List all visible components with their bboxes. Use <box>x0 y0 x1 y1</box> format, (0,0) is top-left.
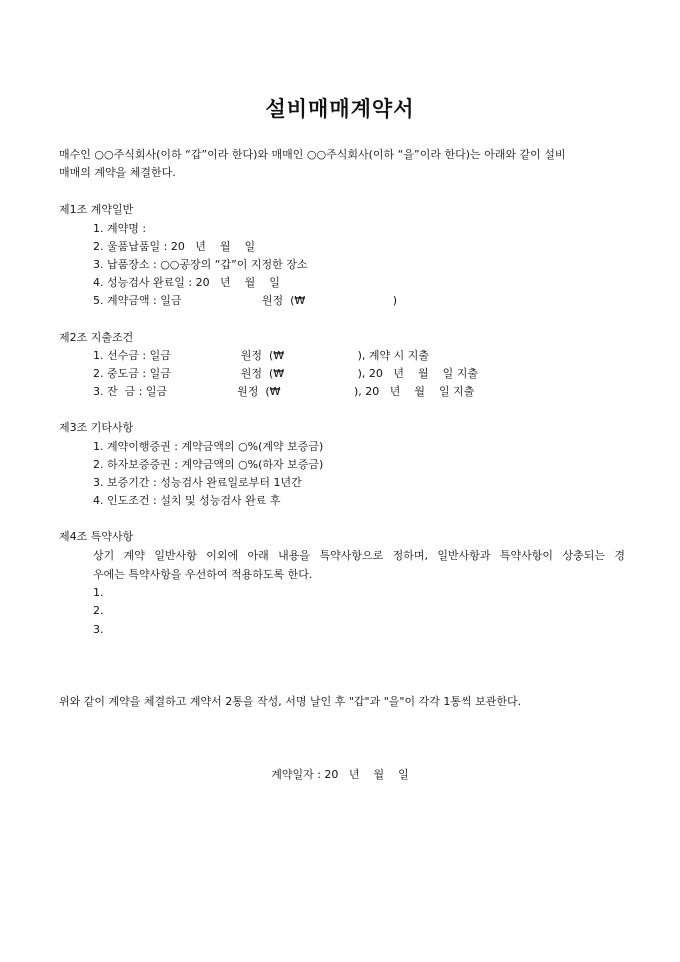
intro-line-1: 매수인 ○○주식회사(이하 “갑”이라 한다)와 매매인 ○○주식회사(이하 “을”이라 한다)는 아래와 같이 설비 <box>59 148 566 161</box>
closing-statement: 위와 같이 계약을 체결하고 계약서 2통을 작성, 서명 날인 후 "갑"과 "을"이 각각 1통씩 보관한다. <box>59 695 522 708</box>
contract-date: 계약일자 : 20 년 월 일 <box>271 768 409 781</box>
article-1-item: 4. 성능검사 완료일 : 20 년 월 일 <box>93 276 280 289</box>
article-3-item: 3. 보증기간 : 성능검사 완료일로부터 1년간 <box>93 476 302 489</box>
article-4-item: 3. <box>93 623 104 636</box>
article-1-item: 1. 계약명 : <box>93 222 147 235</box>
article-2-item: 3. 잔 금 : 일금 원정 (₩ ), 20 년 월 일 지출 <box>93 385 475 398</box>
article-4-body-line-1: 상기 계약 일반사항 이외에 아래 내용을 특약사항으로 정하며, 일반사항과 특약사항이 상충되는 경 <box>93 549 625 562</box>
article-4-item: 1. <box>93 586 104 599</box>
article-3-item: 4. 인도조건 : 설치 및 성능검사 완료 후 <box>93 494 281 507</box>
article-4-item: 2. <box>93 604 104 617</box>
article-1-item: 2. 울품납품일 : 20 년 월 일 <box>93 240 256 253</box>
article-1-heading: 제1조 계약일반 <box>59 203 134 216</box>
article-2-heading: 제2조 지출조건 <box>59 331 134 344</box>
intro-line-2: 매매의 계약을 체결한다. <box>59 166 176 179</box>
article-4-body-line-2: 우에는 특약사항을 우선하여 적용하도록 한다. <box>93 568 313 581</box>
document-title: 설비매매계약서 <box>265 97 415 121</box>
article-2-item: 2. 중도금 : 일금 원정 (₩ ), 20 년 월 일 지출 <box>93 367 478 380</box>
article-3-item: 1. 계약이행증권 : 계약금액의 ○%(계약 보증금) <box>93 440 324 453</box>
article-4-heading: 제4조 특약사항 <box>59 530 134 543</box>
article-1-item: 3. 납품장소 : ○○공장의 “갑”이 지정한 장소 <box>93 258 308 271</box>
article-3-item: 2. 하자보증증권 : 계약금액의 ○%(하자 보증금) <box>93 458 324 471</box>
article-2-item: 1. 선수금 : 일금 원정 (₩ ), 계약 시 지출 <box>93 349 430 362</box>
article-1-item: 5. 계약금액 : 일금 원정 (₩ ) <box>93 294 397 307</box>
article-3-heading: 제3조 기타사항 <box>59 421 134 434</box>
